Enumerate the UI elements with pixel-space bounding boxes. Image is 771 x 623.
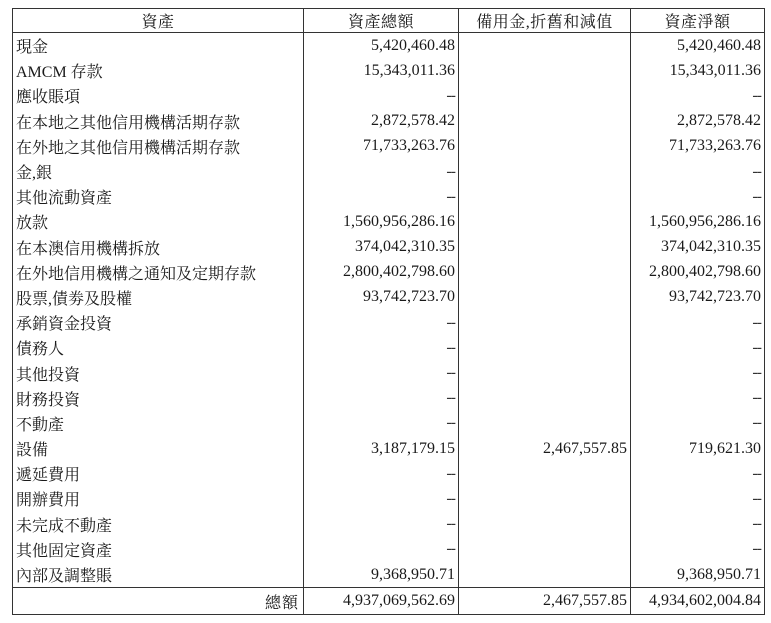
row-net: 374,042,310.35 [631, 235, 765, 260]
table-row [13, 285, 765, 310]
row-net: 5,420,460.48 [631, 33, 765, 59]
row-label: 在外地之其他信用機構活期存款 [13, 134, 304, 159]
row-label: 在本地之其他信用機構活期存款 [13, 109, 304, 134]
row-provision [459, 209, 631, 234]
row-gross: -- [304, 310, 459, 335]
row-provision [459, 235, 631, 260]
table-row [13, 436, 765, 461]
row-gross: 93,742,723.70 [304, 285, 459, 310]
row-net: -- [631, 461, 765, 486]
table-row [13, 184, 765, 209]
row-net: -- [631, 411, 765, 436]
row-label: 現金 [13, 33, 304, 59]
row-provision [459, 411, 631, 436]
row-net: -- [631, 335, 765, 360]
row-net: 15,343,011.36 [631, 58, 765, 83]
row-net: -- [631, 184, 765, 209]
header-net-amount: 資產淨額 [631, 9, 765, 33]
row-label: 不動產 [13, 411, 304, 436]
row-provision [459, 512, 631, 537]
row-net: 719,621.30 [631, 436, 765, 461]
row-provision [459, 58, 631, 83]
row-net: 2,800,402,798.60 [631, 260, 765, 285]
row-provision [459, 562, 631, 588]
row-net: -- [631, 360, 765, 385]
table-row [13, 134, 765, 159]
row-net: -- [631, 512, 765, 537]
row-label: 未完成不動產 [13, 512, 304, 537]
table-row [13, 58, 765, 83]
row-gross: -- [304, 537, 459, 562]
table-row [13, 411, 765, 436]
table-row [13, 159, 765, 184]
table-footer [13, 588, 765, 615]
row-label: 設備 [13, 436, 304, 461]
row-provision [459, 260, 631, 285]
table-row [13, 33, 765, 59]
table-row [13, 310, 765, 335]
row-label: 其他固定資產 [13, 537, 304, 562]
row-gross: 374,042,310.35 [304, 235, 459, 260]
row-provision [459, 360, 631, 385]
table-row [13, 512, 765, 537]
table-row [13, 486, 765, 511]
row-provision [459, 83, 631, 108]
row-net: -- [631, 386, 765, 411]
row-label: 其他流動資產 [13, 184, 304, 209]
row-gross: 71,733,263.76 [304, 134, 459, 159]
row-gross: 3,187,179.15 [304, 436, 459, 461]
row-net: 9,368,950.71 [631, 562, 765, 588]
total-row [13, 588, 765, 615]
row-gross: 9,368,950.71 [304, 562, 459, 588]
row-net: -- [631, 83, 765, 108]
row-provision [459, 335, 631, 360]
row-provision [459, 537, 631, 562]
assets-table [12, 8, 765, 615]
table-body [13, 33, 765, 588]
row-provision [459, 285, 631, 310]
table-row [13, 461, 765, 486]
row-gross: -- [304, 184, 459, 209]
row-label: 在外地信用機構之通知及定期存款 [13, 260, 304, 285]
table-row [13, 537, 765, 562]
row-provision [459, 184, 631, 209]
row-label: 遞延費用 [13, 461, 304, 486]
table-row [13, 260, 765, 285]
table-row [13, 360, 765, 385]
row-label: AMCM 存款 [13, 58, 304, 83]
row-label: 應收賬項 [13, 83, 304, 108]
row-provision [459, 461, 631, 486]
row-provision: 2,467,557.85 [459, 436, 631, 461]
row-net: -- [631, 159, 765, 184]
row-provision [459, 33, 631, 59]
row-net: 1,560,956,286.16 [631, 209, 765, 234]
table-row [13, 109, 765, 134]
header-gross-amount: 資產總額 [304, 9, 459, 33]
table-row [13, 83, 765, 108]
row-provision [459, 486, 631, 511]
row-label: 開辦費用 [13, 486, 304, 511]
total-gross: 4,937,069,562.69 [304, 588, 459, 615]
row-label: 債務人 [13, 335, 304, 360]
row-label: 股票,債劵及股權 [13, 285, 304, 310]
row-net: -- [631, 486, 765, 511]
row-label: 承銷資金投資 [13, 310, 304, 335]
row-gross: -- [304, 83, 459, 108]
row-provision [459, 109, 631, 134]
row-gross: -- [304, 512, 459, 537]
table-row [13, 386, 765, 411]
header-assets: 資產 [13, 9, 304, 33]
row-label: 放款 [13, 209, 304, 234]
header-provisions: 備用金,折舊和減值 [459, 9, 631, 33]
row-gross: 15,343,011.36 [304, 58, 459, 83]
row-provision [459, 159, 631, 184]
total-provision: 2,467,557.85 [459, 588, 631, 615]
row-net: -- [631, 310, 765, 335]
row-gross: 2,872,578.42 [304, 109, 459, 134]
total-label: 總額 [13, 588, 304, 615]
row-gross: 1,560,956,286.16 [304, 209, 459, 234]
row-gross: 5,420,460.48 [304, 33, 459, 59]
header-row [13, 9, 765, 33]
row-gross: -- [304, 461, 459, 486]
row-gross: -- [304, 411, 459, 436]
row-net: 2,872,578.42 [631, 109, 765, 134]
row-gross: -- [304, 486, 459, 511]
row-provision [459, 310, 631, 335]
row-net: 71,733,263.76 [631, 134, 765, 159]
table-header [13, 9, 765, 33]
row-label: 內部及調整賬 [13, 562, 304, 588]
row-label: 其他投資 [13, 360, 304, 385]
row-gross: -- [304, 159, 459, 184]
row-label: 財務投資 [13, 386, 304, 411]
row-provision [459, 386, 631, 411]
row-net: 93,742,723.70 [631, 285, 765, 310]
row-gross: -- [304, 386, 459, 411]
row-label: 在本澳信用機構拆放 [13, 235, 304, 260]
table-row [13, 562, 765, 588]
row-net: -- [631, 537, 765, 562]
row-gross: -- [304, 335, 459, 360]
row-gross: -- [304, 360, 459, 385]
row-gross: 2,800,402,798.60 [304, 260, 459, 285]
table-row [13, 209, 765, 234]
row-label: 金,銀 [13, 159, 304, 184]
total-net: 4,934,602,004.84 [631, 588, 765, 615]
table-row [13, 235, 765, 260]
balance-sheet [12, 8, 764, 617]
row-provision [459, 134, 631, 159]
table-row [13, 335, 765, 360]
